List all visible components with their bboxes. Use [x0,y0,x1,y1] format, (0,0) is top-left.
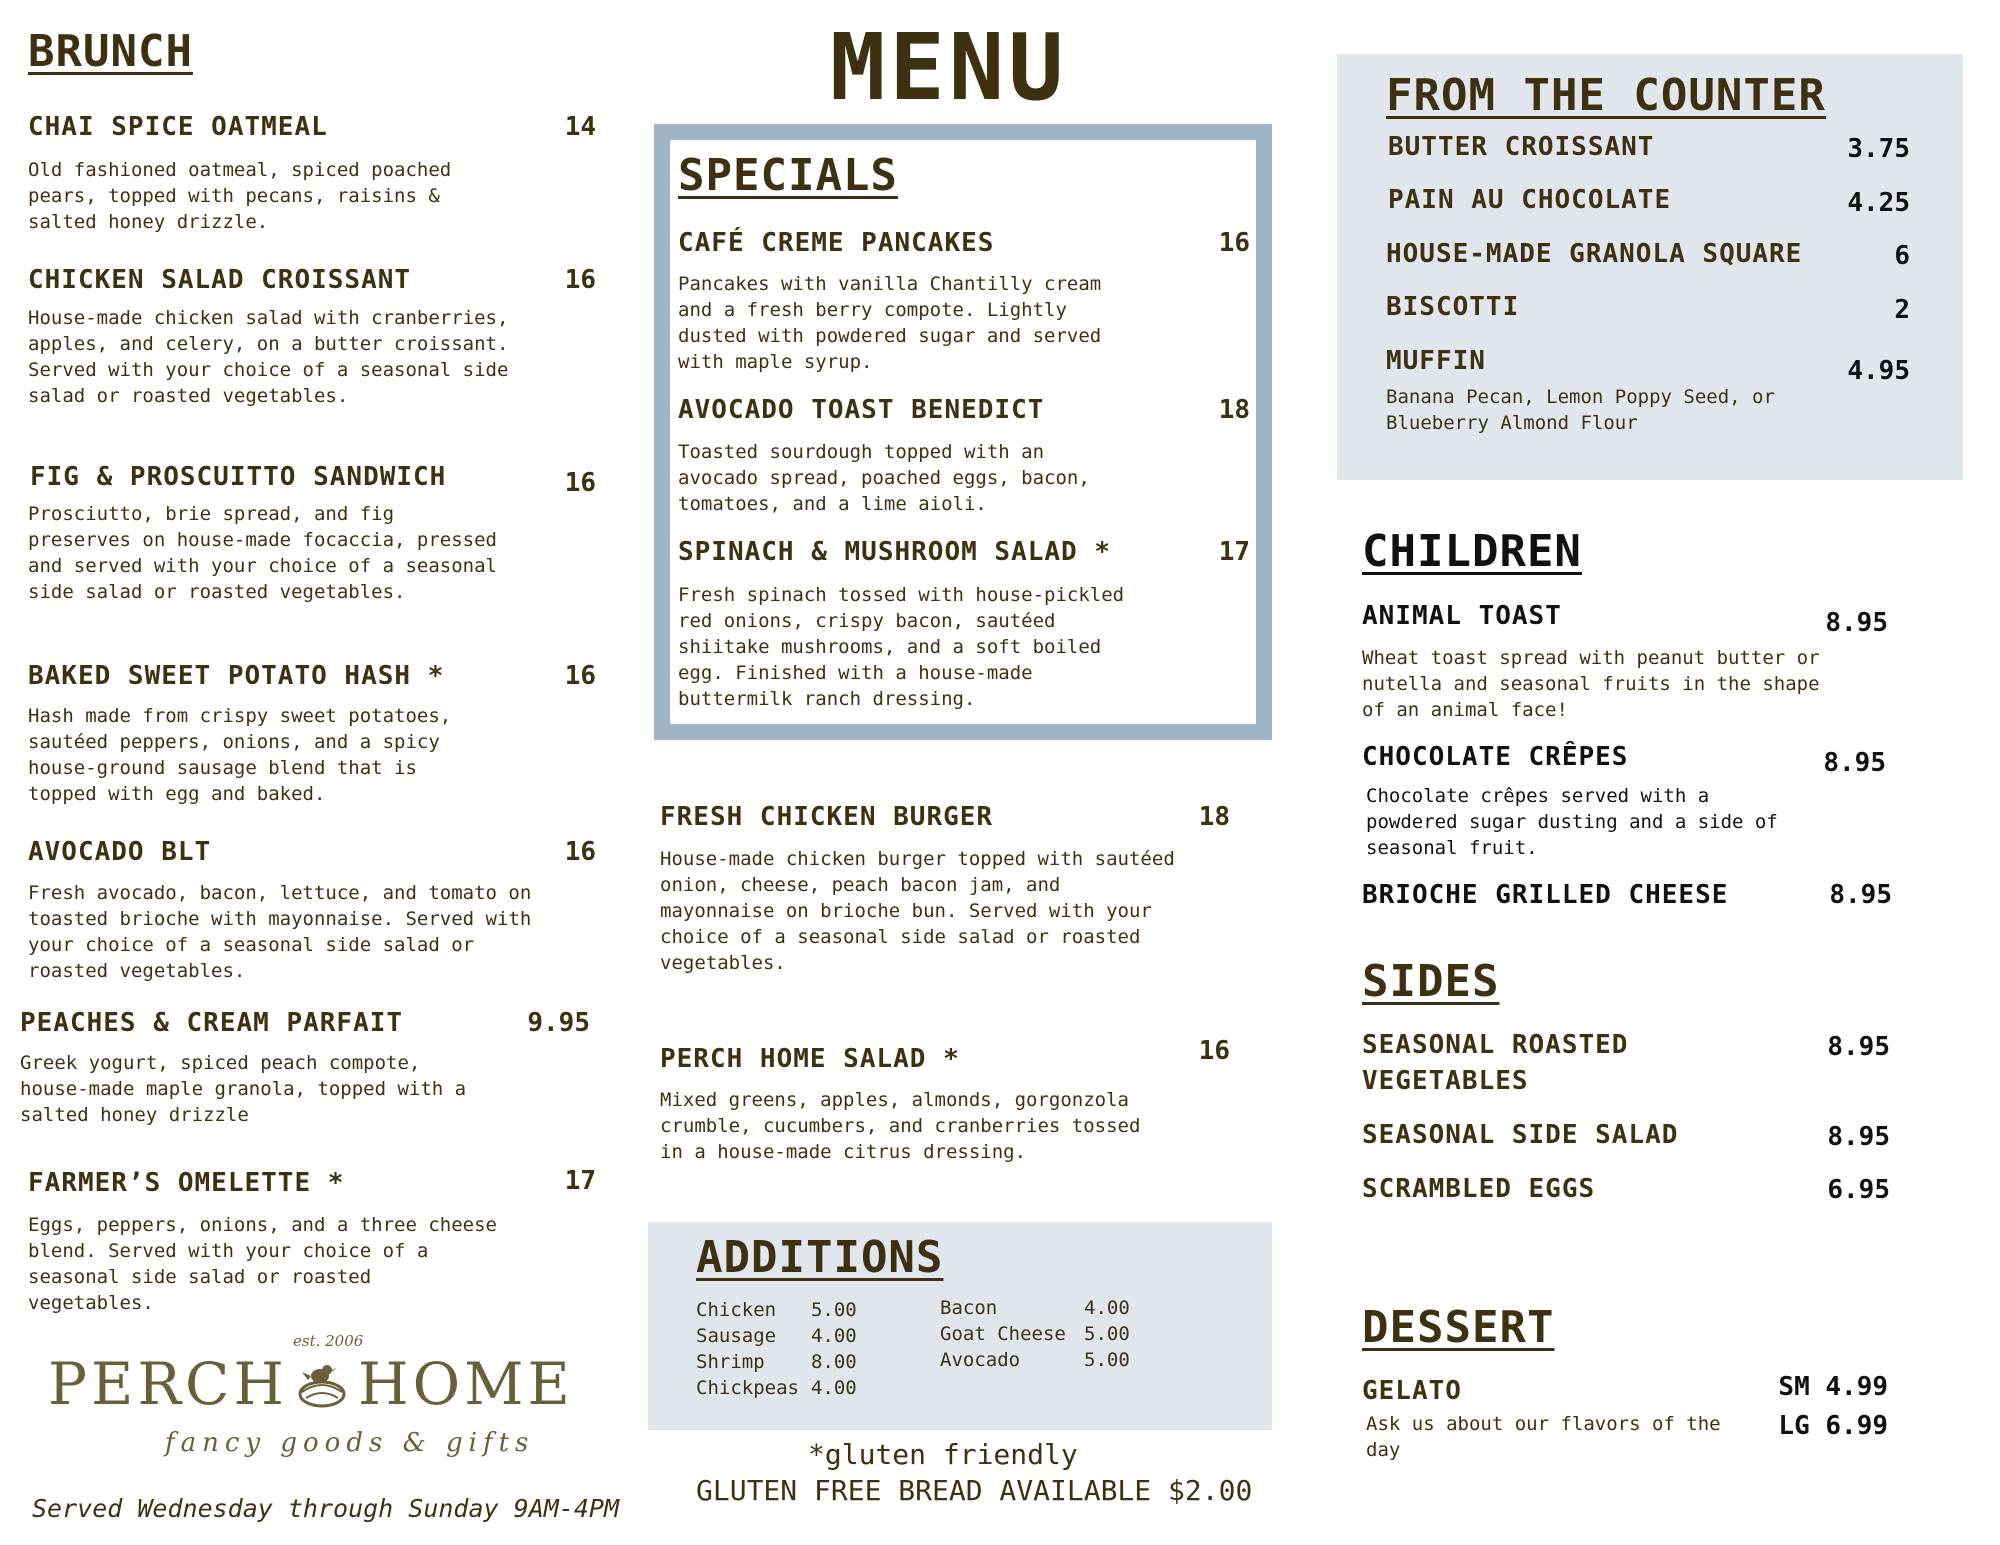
special-item-name: SPINACH & MUSHROOM SALAD * [678,537,1111,567]
brunch-item-desc: Old fashioned oatmeal, spiced poached pears, topped with pecans, raisins & salted honey drizzle. [28,159,452,233]
special-item-price: 18 [1218,395,1250,425]
logo-est: est. 2006 [293,1332,364,1350]
addition-row [696,1375,869,1401]
perch-home-logo [48,1350,588,1418]
menu-item-price: 18 [1198,802,1230,832]
brunch-item-desc: Hash made from crispy sweet potatoes, sautéed peppers, onions, and a spicy house-ground sausage blend that is topped with egg and baked. [28,705,452,805]
brunch-item-name: PEACHES & CREAM PARFAIT [20,1008,404,1038]
addition-name: Chicken [696,1299,777,1321]
addition-row [696,1349,869,1375]
dessert-price-small: SM 4.99 [1778,1372,1888,1402]
page-title: MENU [830,14,1068,121]
side-item-price: 6.95 [1827,1175,1890,1205]
addition-price: 4.00 [810,1325,857,1347]
counter-heading: FROM THE COUNTER [1386,70,1826,121]
addition-price: 5.00 [1084,1349,1130,1371]
logo-tagline: fancy goods & gifts [165,1428,535,1458]
children-item-name: BRIOCHE GRILLED CHEESE [1362,880,1729,910]
counter-item-name: MUFFIN [1386,346,1486,376]
brunch-item-price: 16 [564,468,596,498]
addition-name: Sausage [696,1325,777,1347]
addition-name: Shrimp [696,1351,765,1373]
brunch-item-name: BAKED SWEET POTATO HASH * [28,661,445,691]
bird-nest-icon [294,1358,350,1414]
counter-item-name: PAIN AU CHOCOLATE [1388,185,1672,215]
addition-price: 5.00 [1084,1323,1130,1345]
special-item-desc: Fresh spinach tossed with house-pickled red onions, crispy bacon, sautéed shiitake mushrooms, and a soft boiled egg. Finished with a house-made buttermilk ranch dressing. [678,584,1125,710]
brunch-item-desc: Eggs, peppers, onions, and a three cheese blend. Served with your choice of a seasonal side salad or roasted vegetables. [28,1214,497,1314]
addition-name: Goat Cheese [940,1323,1066,1345]
children-item-name: CHOCOLATE CRÊPES [1362,742,1629,772]
special-item-price: 17 [1218,537,1250,567]
special-item-name: AVOCADO TOAST BENEDICT [678,395,1045,425]
counter-item-name: HOUSE-MADE GRANOLA SQUARE [1386,239,1803,269]
children-heading: CHILDREN [1362,526,1582,577]
specials-heading: SPECIALS [678,150,898,201]
gluten-free-bread-note: GLUTEN FREE BREAD AVAILABLE $2.00 [696,1474,1253,1507]
service-hours: Served Wednesday through Sunday 9AM-4PM [32,1494,619,1523]
addition-name: Chickpeas [696,1377,799,1399]
brunch-item-price: 17 [564,1166,596,1196]
counter-item-price: 3.75 [1847,134,1910,164]
brunch-item-desc: House-made chicken salad with cranberries, apples, and celery, on a butter croissant. Served with your choice of a seasonal side salad or roasted vegetables. [28,307,509,407]
addition-row [696,1323,869,1349]
additions-list-left [696,1297,869,1401]
side-item-name: SEASONAL SIDE SALAD [1362,1120,1679,1150]
counter-item-name: BISCOTTI [1386,292,1520,322]
children-item-name: ANIMAL TOAST [1362,601,1562,631]
children-item-desc: Chocolate crêpes served with a powdered sugar dusting and a side of seasonal fruit. [1366,785,1778,859]
brunch-item-price: 16 [564,837,596,867]
addition-price: 8.00 [810,1351,857,1373]
menu-item-name: FRESH CHICKEN BURGER [660,802,994,832]
brunch-heading: BRUNCH [28,26,193,77]
brunch-item-name: CHAI SPICE OATMEAL [28,112,328,142]
dessert-price-large: LG 6.99 [1778,1411,1888,1441]
menu-item-desc: Mixed greens, apples, almonds, gorgonzola crumble, cucumbers, and cranberries tossed in a house-made citrus dressing. [660,1089,1141,1163]
children-item-price: 8.95 [1829,880,1892,910]
counter-item-price: 6 [1894,241,1910,271]
addition-row [940,1347,1142,1373]
brunch-item-desc: Fresh avocado, bacon, lettuce, and tomato on toasted brioche with mayonnaise. Served with your choice of a seasonal side salad or roasted vegetables. [28,882,532,982]
brunch-item-desc: Greek yogurt, spiced peach compote, house-made maple granola, topped with a salted honey drizzle [20,1052,467,1126]
counter-item-name: BUTTER CROISSANT [1388,132,1655,162]
additions-list-right [940,1295,1142,1373]
side-item-price: 8.95 [1827,1122,1890,1152]
brunch-item-price: 9.95 [527,1008,590,1038]
special-item-price: 16 [1218,228,1250,258]
counter-item-desc: Banana Pecan, Lemon Poppy Seed, or Blueberry Almond Flour [1386,386,1775,434]
addition-row [940,1321,1142,1347]
side-item-name: SCRAMBLED EGGS [1362,1174,1596,1204]
gluten-friendly-note: *gluten friendly [808,1438,1078,1471]
addition-price: 5.00 [810,1299,857,1321]
counter-item-price: 4.95 [1847,356,1910,386]
dessert-heading: DESSERT [1362,1302,1555,1353]
brunch-item-name: FIG & PROSCUITTO SANDWICH [30,462,447,492]
logo-word-home: HOME [358,1350,574,1418]
menu-item-price: 16 [1198,1036,1230,1066]
menu-item-name: PERCH HOME SALAD * [660,1044,960,1074]
sides-heading: SIDES [1362,956,1500,1007]
brunch-item-price: 14 [564,112,596,142]
addition-name: Avocado [940,1349,1021,1371]
addition-price: 4.00 [1084,1297,1130,1319]
brunch-item-name: AVOCADO BLT [28,837,212,867]
children-item-price: 8.95 [1825,608,1888,638]
menu-item-desc: House-made chicken burger topped with sautéed onion, cheese, peach bacon jam, and mayonnaise on brioche bun. Served with your choice of a seasonal side salad or roasted vegetables. [660,848,1175,974]
children-item-desc: Wheat toast spread with peanut butter or nutella and seasonal fruits in the shape of an animal face! [1362,647,1820,721]
brunch-item-name: CHICKEN SALAD CROISSANT [28,265,412,295]
addition-name: Bacon [940,1297,998,1319]
addition-row [940,1295,1142,1321]
dessert-item-name: GELATO [1362,1376,1462,1406]
addition-row [696,1297,869,1323]
additions-heading: ADDITIONS [696,1232,944,1283]
special-item-desc: Pancakes with vanilla Chantilly cream and a fresh berry compote. Lightly dusted with powdered sugar and served with maple syrup. [678,273,1102,373]
side-item-name-continued: VEGETABLES [1362,1066,1529,1096]
addition-price: 4.00 [810,1377,857,1399]
counter-item-price: 2 [1894,295,1910,325]
counter-item-price: 4.25 [1847,188,1910,218]
logo-word-perch: PERCH [48,1350,288,1418]
side-item-name: SEASONAL ROASTED [1362,1030,1629,1060]
special-item-name: CAFÉ CREME PANCAKES [678,228,995,258]
children-item-price: 8.95 [1823,748,1886,778]
dessert-item-desc: Ask us about our flavors of the day [1366,1413,1721,1461]
brunch-item-price: 16 [564,661,596,691]
brunch-item-desc: Prosciutto, brie spread, and fig preserves on house-made focaccia, pressed and served with your choice of a seasonal side salad or roasted vegetables. [28,503,497,603]
brunch-item-price: 16 [564,265,596,295]
side-item-price: 8.95 [1827,1032,1890,1062]
special-item-desc: Toasted sourdough topped with an avocado spread, poached eggs, bacon, tomatoes, and a lime aioli. [678,441,1090,515]
brunch-item-name: FARMER’S OMELETTE * [28,1168,345,1198]
